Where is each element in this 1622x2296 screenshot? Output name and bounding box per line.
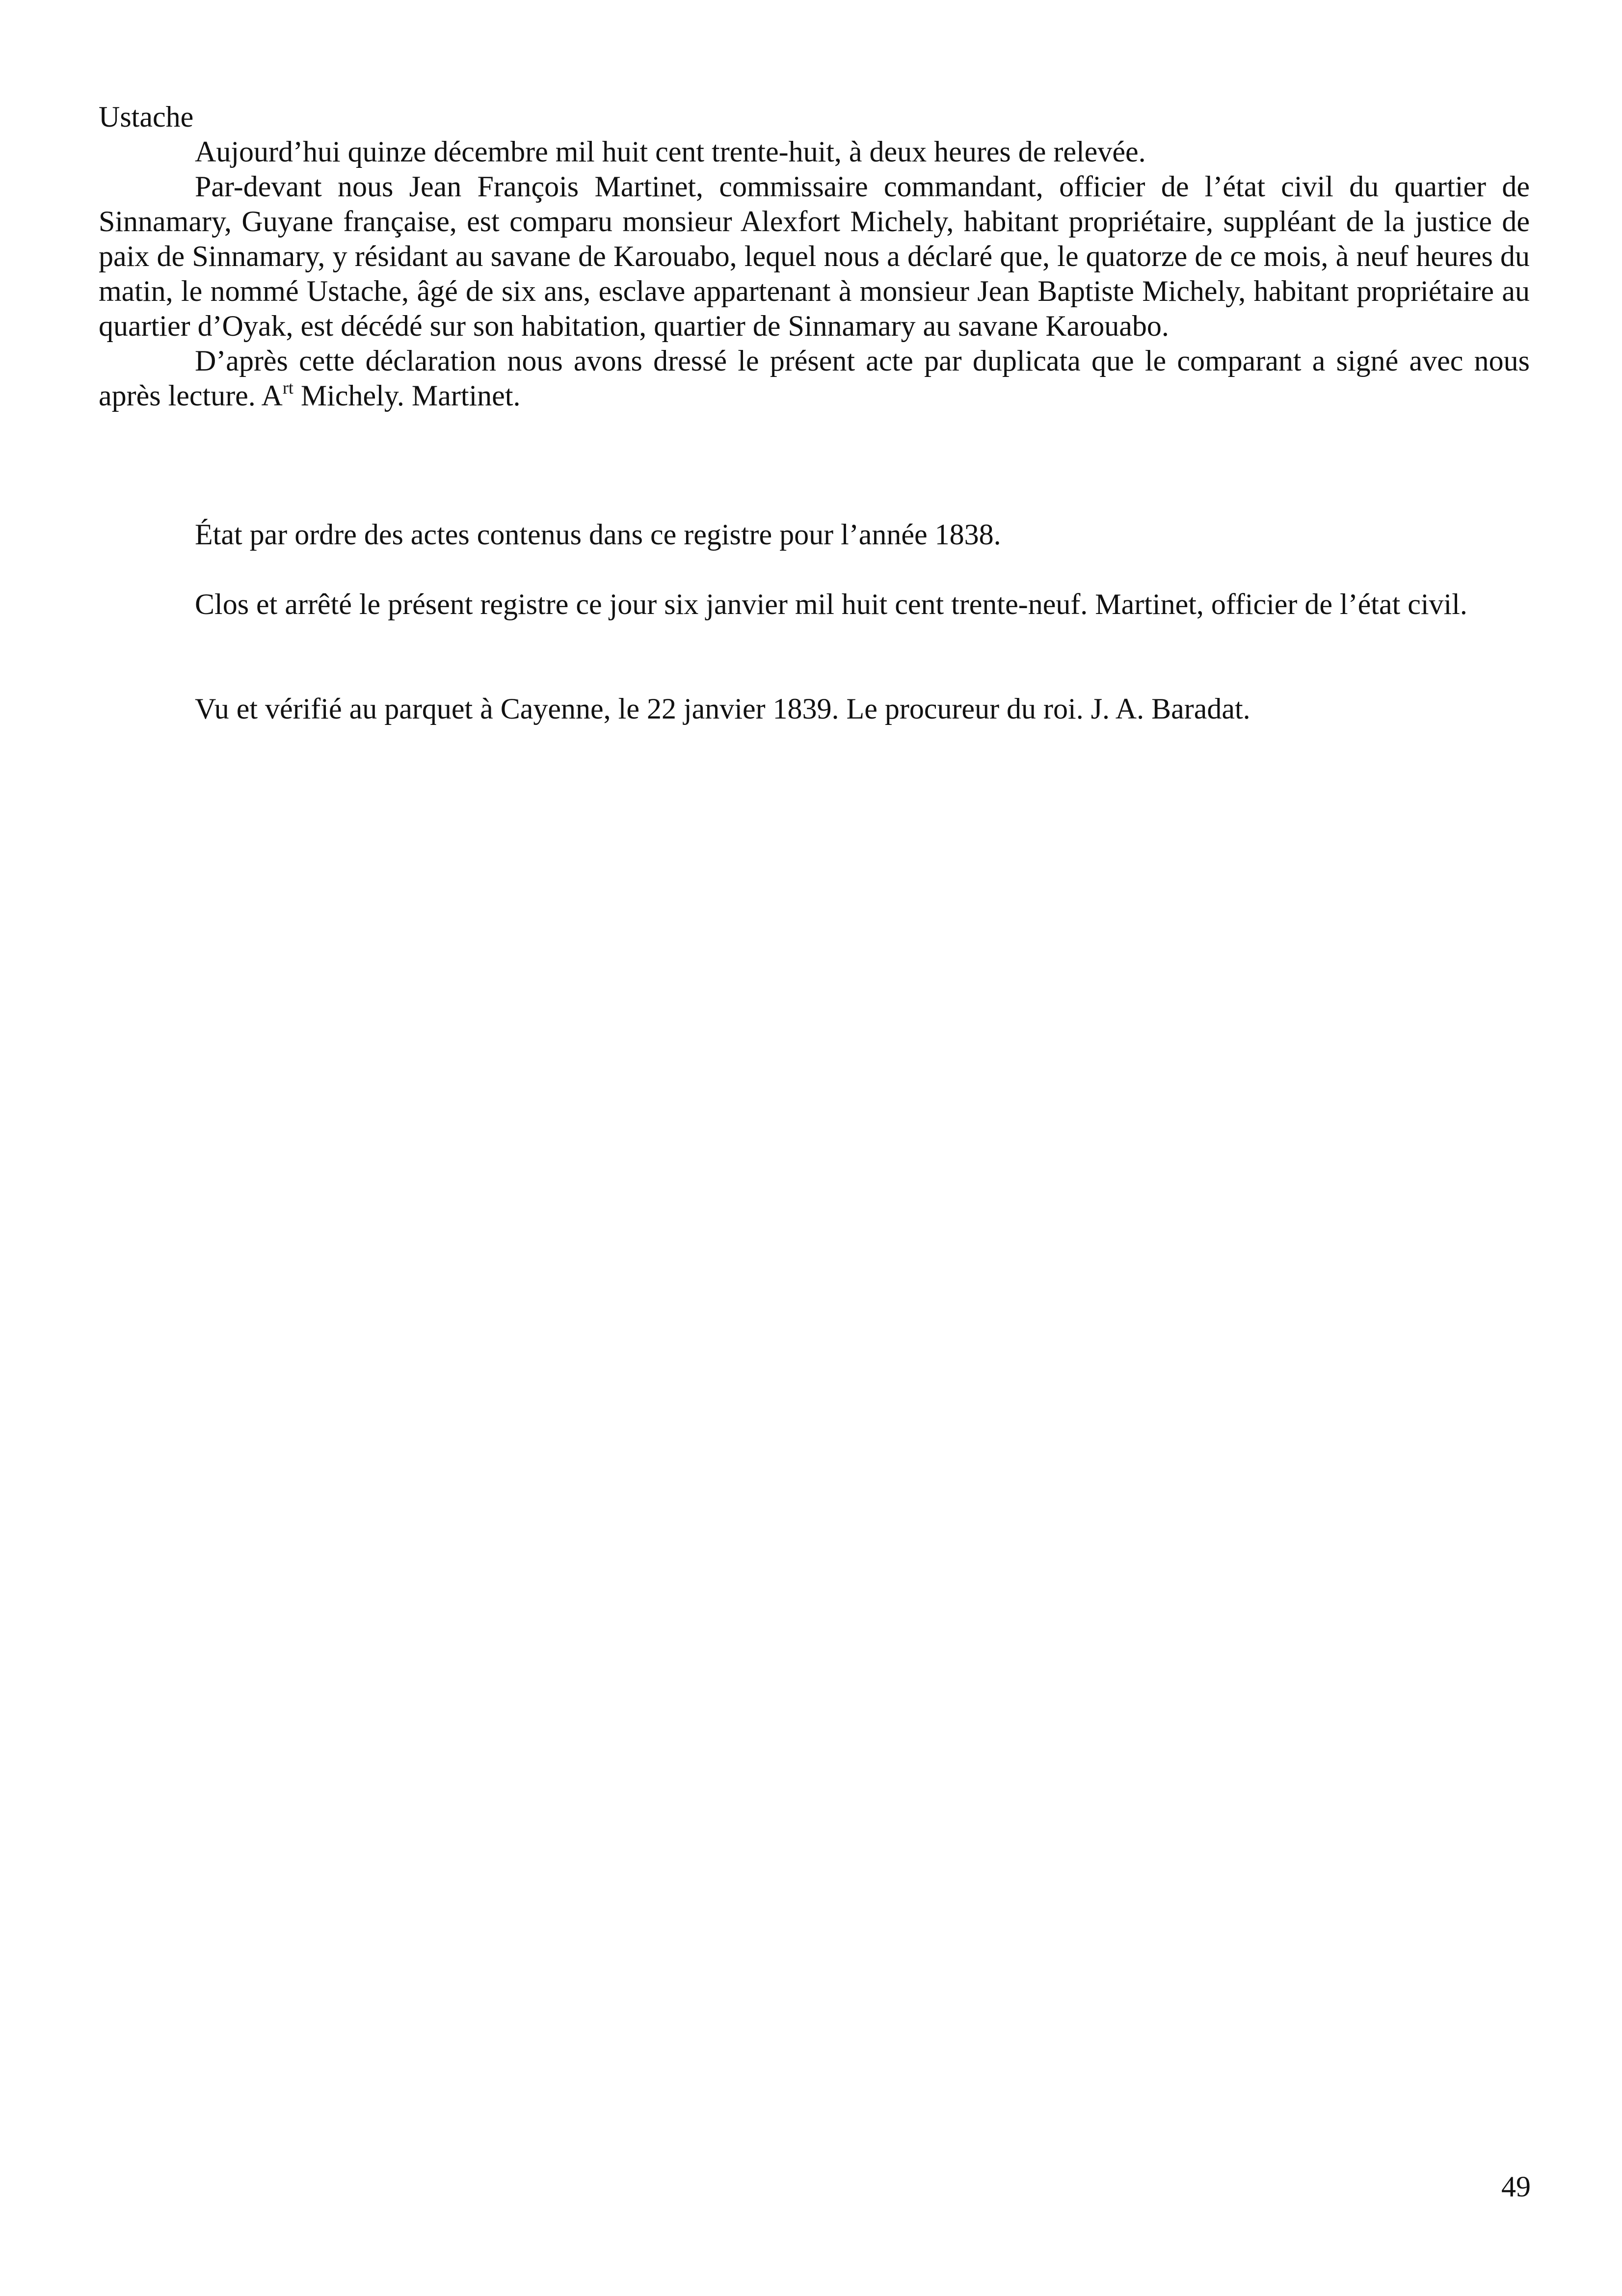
spacer <box>99 413 1530 517</box>
entry-title: Ustache <box>99 101 194 133</box>
paragraph-verification: Vu et vérifié au parquet à Cayenne, le 22 janvier 1839. Le procureur du roi. J. A. Baradat. <box>195 693 1250 725</box>
spacer <box>99 552 1530 587</box>
spacer <box>99 622 1530 692</box>
signature-superscript: rt <box>282 378 293 398</box>
paragraph-signature <box>99 344 1530 413</box>
page-number: 49 <box>1501 2170 1531 2203</box>
paragraph-date: Aujourd’hui quinze décembre mil huit cent trente-huit, à deux heures de relevée. <box>195 135 1146 168</box>
signature-text-before: D’après cette déclaration nous avons dressé le présent acte par duplicata que le comparant a signé avec nous après lecture. A <box>99 345 1530 412</box>
document-body <box>99 100 1530 726</box>
paragraph-register-state: État par ordre des actes contenus dans ce registre pour l’année 1838. <box>195 518 1001 551</box>
paragraph-register-closed: Clos et arrêté le présent registre ce jour six janvier mil huit cent trente-neuf. Martinet, officier de l’état civil. <box>195 588 1467 620</box>
paragraph-declaration: Par-devant nous Jean François Martinet, commissaire commandant, officier de l’état civil du quartier de Sinnamary, Guyane française, est comparu monsieur Alexfort Michely, habitant propriétaire, suppléant de la justice de paix de Sinnamary, y résidant au savane de Karouabo, lequel nous a déclaré que, le quatorze de ce mois, à neuf heures du matin, le nommé Ustache, âgé de six ans, esclave appartenant à monsieur Jean Baptiste Michely, habitant propriétaire au quartier d’Oyak, est décédé sur son habitation, quartier de Sinnamary au savane Karouabo. <box>99 170 1530 342</box>
signature-text-after: Michely. Martinet. <box>293 379 521 412</box>
